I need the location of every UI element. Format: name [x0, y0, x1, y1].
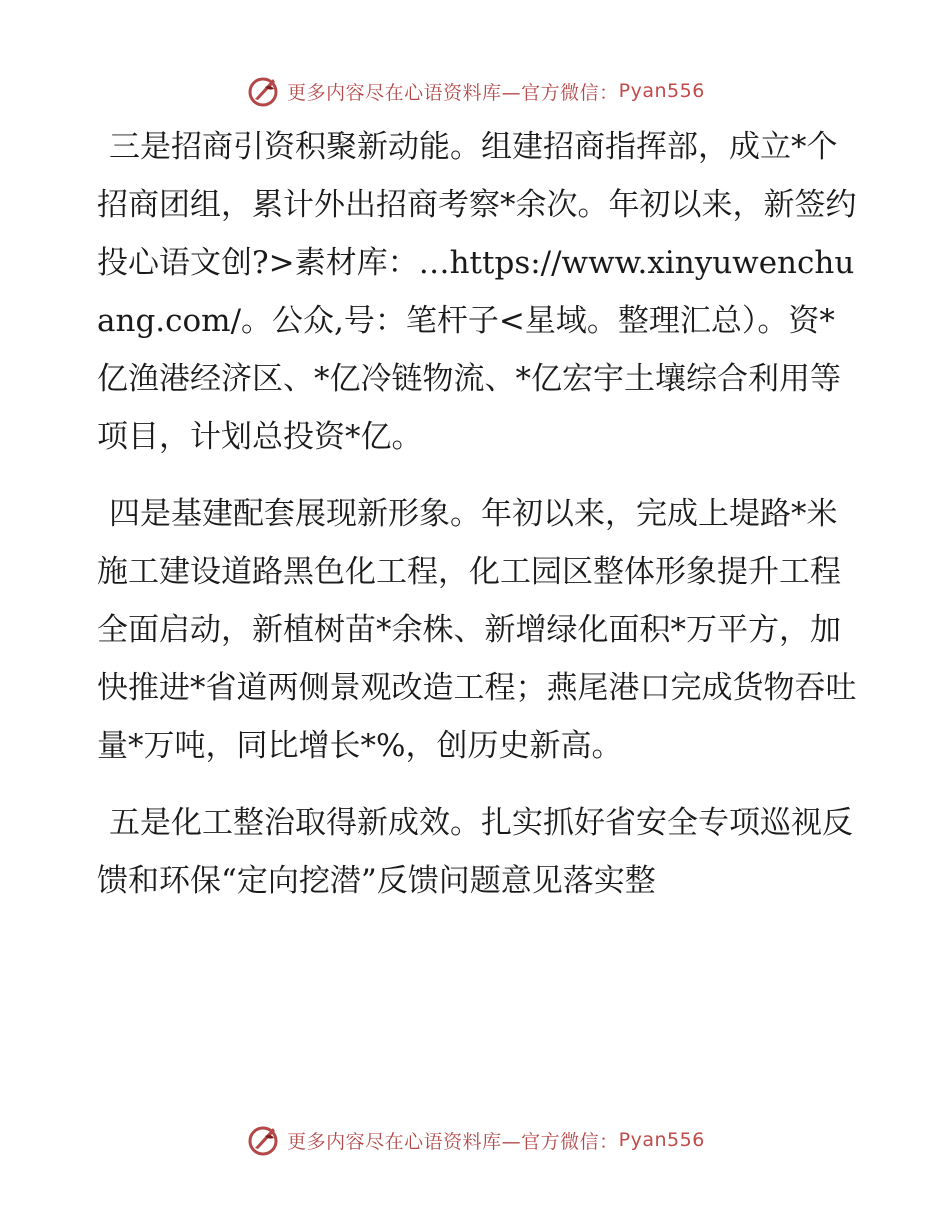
watermark-handle: Pyan556	[618, 1129, 705, 1151]
paragraph-chemical-rectification: 五是化工整治取得新成效。扎实抓好省安全专项巡视反馈和环保“定向挖潜”反馈问题意见落实整	[97, 805, 853, 899]
watermark-text: 更多内容尽在心语资料库—官方微信：	[287, 1130, 619, 1153]
quill-logo-icon	[245, 73, 281, 109]
watermark-footer	[0, 1120, 950, 1160]
paragraph-infrastructure: 四是基建配套展现新形象。年初以来，完成上堤路*米施工建设道路黑色化工程，化工园区整体形象提升工程全面启动，新植树苗*余株、新增绿化面积*万平方，加快推进*省道两侧景观改造工程；燕尾港口完成货物吞吐量*万吨，同比增长*%，创历史新高。	[97, 496, 857, 764]
paragraph-investment: 三是招商引资积聚新动能。组建招商指挥部，成立*个招商团组，累计外出招商考察*余次。年初以来，新签约投心语文创?>素材库：…https://www.xinyuwenchuang.com/。公众,号：笔杆子<星域。整理汇总）。资*亿渔港经济区、*亿冷链物流、*亿宏宇土壤综合利用等项目，计划总投资*亿。	[97, 129, 857, 455]
watermark-header	[0, 71, 950, 111]
document-body	[97, 118, 857, 929]
watermark-text: 更多内容尽在心语资料库—官方微信：	[287, 81, 619, 104]
quill-logo-icon	[245, 1122, 281, 1158]
watermark-handle: Pyan556	[618, 80, 705, 102]
